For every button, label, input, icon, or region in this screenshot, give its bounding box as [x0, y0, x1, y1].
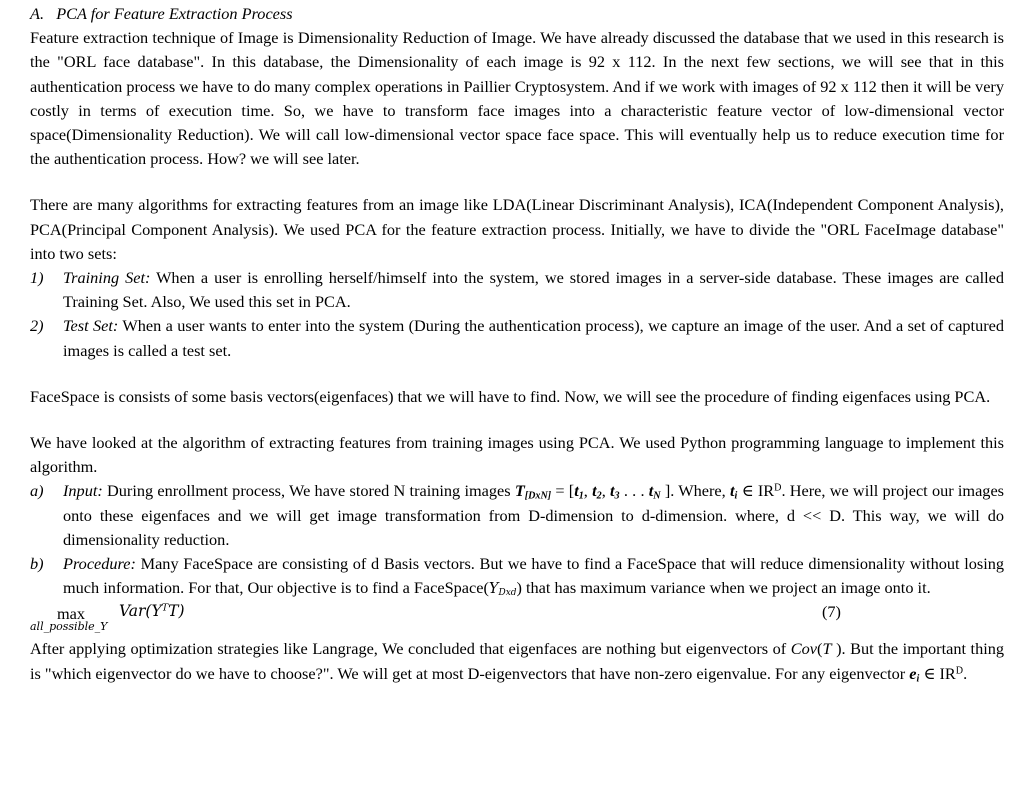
subscript: 3 [614, 490, 620, 502]
list-term: Training Set: [63, 268, 151, 288]
symbol: Y [488, 581, 499, 598]
paragraph-intro: Feature extraction technique of Image is Dimensionality Reduction of Image. We have already discussed the database that we used in this research is the "ORL face database". In this database, the Dimensionality of each image is 92 x 112. In the next few sections, we will see that in this authentication process we have to do many complex operations in Paillier Cryptosystem. And if we work with images of 92 x 112 then it will be very costly in terms of execution time. So, we have to transform face images into a characteristic feature vector of low-dimensional vector space(Dimensionality Reduction). We will call low-dimensional vector space face space. This will eventually help us to reduce execution time for the authentication process. How? we will see later. [30, 28, 1004, 169]
text-run: . [963, 663, 968, 683]
text-run: . . . [619, 481, 649, 501]
subscript: i [734, 490, 738, 502]
vector-ei [909, 664, 919, 683]
paragraph-facespace: FaceSpace is consists of some basis vectors(eigenfaces) that we will have to find. Now, we will see the procedure of finding eigenfaces using PCA. [30, 386, 991, 406]
text-run: , [601, 481, 610, 501]
vector-t3 [610, 481, 620, 500]
subscript: i [916, 673, 920, 685]
list-body [63, 479, 1004, 552]
text-run: , [583, 481, 593, 501]
text-run: During enrollment process, We have stored N training images [102, 481, 515, 501]
list-text: When a user wants to enter into the system (During the authentication process), we capture an image of the user. And a set of captured images is called a test set. [63, 316, 1005, 360]
text-run: ( [817, 639, 823, 659]
list-label: 1) [30, 268, 44, 288]
text-run: ]. Where, [660, 481, 730, 501]
list-label: b) [30, 554, 44, 574]
equation-expression [119, 599, 185, 623]
symbol: Cov [790, 639, 818, 659]
subscript: Dxd [498, 588, 517, 599]
subscript: 1 [578, 490, 584, 502]
list-item-training-set [30, 266, 1004, 314]
paragraph-algorithms: There are many algorithms for extracting features from an image like LDA(Linear Discriminant Analysis), ICA(Independent Component Analysis), PCA(Principal Component Analysis). We used PCA for the feature extraction process. Initially, we have to divide the "ORL FaceImage database" into two sets: [30, 195, 1004, 263]
vector-t2 [592, 481, 602, 500]
superscript: T [161, 603, 169, 615]
list-term: Input: [63, 481, 103, 501]
superscript: D [955, 665, 964, 677]
list-term: Test Set: [63, 316, 119, 336]
math-Y [489, 581, 517, 597]
paragraph-algorithm: We have looked at the algorithm of extracting features from training images using PCA. We used Python programming language to implement this algorithm. [30, 433, 1004, 477]
list-text: When a user is enrolling herself/himself into the system, we stored images in a server-side database. These images are called Training Set. Also, We used this set in PCA. [63, 268, 1004, 312]
symbol: t [729, 481, 735, 501]
superscript: D [774, 482, 782, 494]
matrix-T [515, 481, 551, 500]
text-run: . Here, we will project our images onto these eigenfaces and we will get image transformation from D-dimension to d-dimension. where, d << D. This way, we will do dimensionality reduction. [63, 481, 1005, 549]
vector-tN [649, 481, 661, 500]
list-label: 2) [30, 316, 44, 336]
symbol: e [909, 663, 917, 683]
list-body [63, 552, 1004, 601]
text-run: ). But the important thing is "which eigenvector do we have to choose?". We will get at most D-eigenvectors that have non-zero eigenvalue. For any eigenvector [30, 639, 1005, 683]
symbol: t [592, 481, 597, 501]
subscript: [DxN] [524, 490, 552, 502]
equation-subscript: all_possible_Y [30, 620, 108, 634]
text-run: = [ [551, 481, 575, 501]
symbol: t [648, 481, 654, 501]
list-item-procedure [30, 552, 1004, 601]
paragraph-eigenvectors [30, 637, 1004, 685]
section-label: A. [30, 4, 45, 23]
list-item-input [30, 479, 1004, 552]
equation-number: (7) [822, 602, 841, 622]
text-run: ∈ IR [737, 481, 775, 501]
list-term: Procedure: [63, 554, 136, 574]
symbol: T [514, 481, 525, 501]
symbol: T [822, 639, 832, 659]
vector-t1 [574, 481, 584, 500]
text-run: After applying optimization strategies like Langrage, We concluded that eigenfaces are nothing but eigenvectors of [30, 639, 791, 659]
section-heading [30, 2, 1004, 26]
subscript: N [653, 490, 661, 502]
symbol: t [610, 481, 615, 501]
symbol: t [574, 481, 579, 501]
list-label: a) [30, 481, 44, 501]
text-run: ∈ IR [919, 663, 956, 683]
text-run: Var(Y [119, 602, 162, 621]
list-item-test-set [30, 314, 1004, 362]
subscript: 2 [596, 490, 602, 502]
equation-max: max [57, 604, 86, 624]
text-run: Many FaceSpace are consisting of d Basis vectors. But we have to find a FaceSpace that will reduce dimensionality without losing much information. For that, Our objective is to find a FaceSpace( [63, 554, 1004, 598]
text-run: T) [168, 602, 185, 621]
equation-7 [30, 601, 1004, 637]
text-run: ) that has maximum variance when we project an image onto it. [516, 578, 931, 598]
section-title: PCA for Feature Extraction Process [56, 4, 293, 23]
list-body [63, 314, 1004, 362]
list-body [63, 266, 1004, 314]
